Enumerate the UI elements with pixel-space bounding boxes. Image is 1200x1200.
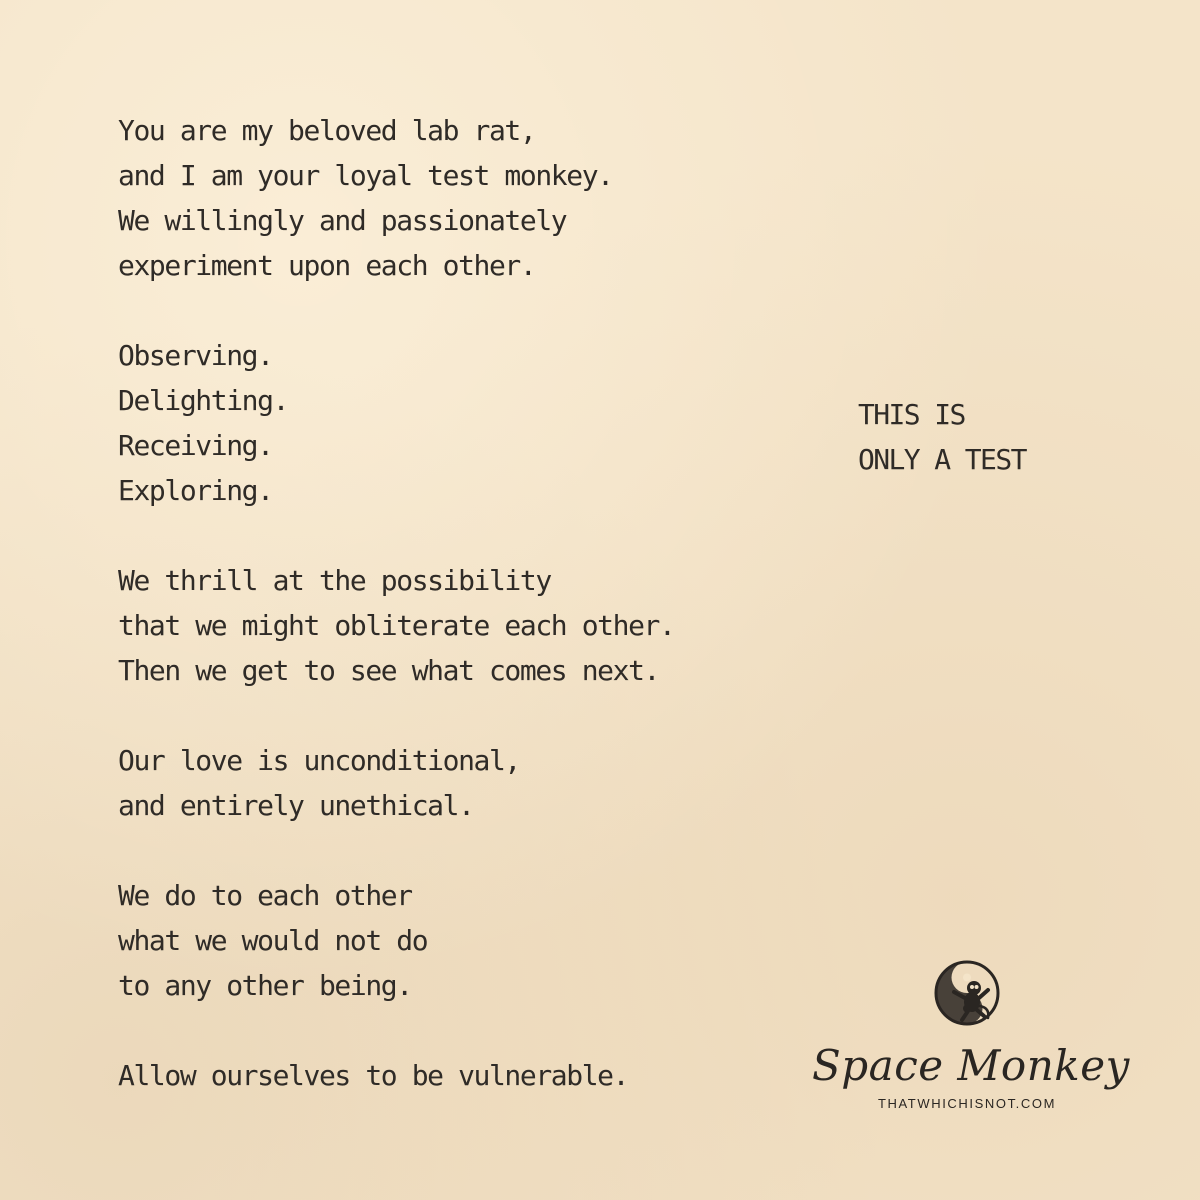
poem-line: to any other being.: [118, 969, 412, 1002]
stanza: [118, 873, 674, 1008]
side-note-line: ONLY A TEST: [858, 443, 1026, 476]
space-monkey-emblem-icon: [932, 958, 1002, 1028]
poem-line: Delighting.: [118, 384, 289, 417]
stanza: [118, 108, 674, 288]
poem-line: experiment upon each other.: [118, 249, 536, 282]
poem-line: Our love is unconditional,: [118, 744, 520, 777]
poem-line: and entirely unethical.: [118, 789, 474, 822]
stanza: [118, 333, 674, 513]
poem-line: Receiving.: [118, 429, 273, 462]
poem-line: that we might obliterate each other.: [118, 609, 675, 642]
poem-line: what we would not do: [118, 924, 428, 957]
poem-line: We thrill at the possibility: [118, 564, 551, 597]
stanza: [118, 1053, 674, 1098]
poem: [118, 108, 674, 1143]
brand-name: Space Monkey: [812, 1041, 1130, 1090]
poem-line: You are my beloved lab rat,: [118, 114, 536, 147]
poem-line: Observing.: [118, 339, 273, 372]
stanza: [118, 738, 674, 828]
poem-line: and I am your loyal test monkey.: [118, 159, 613, 192]
poem-line: Allow ourselves to be vulnerable.: [118, 1059, 629, 1092]
side-note: [858, 392, 1026, 482]
brand-url: THATWHICHISNOT.COM: [877, 1096, 1057, 1111]
poem-line: Then we get to see what comes next.: [118, 654, 660, 687]
poem-line: We do to each other: [118, 879, 412, 912]
side-note-line: THIS IS: [858, 398, 965, 431]
brand-logo: [812, 958, 1130, 1111]
poem-line: Exploring.: [118, 474, 273, 507]
stanza: [118, 558, 674, 693]
poem-line: We willingly and passionately: [118, 204, 567, 237]
